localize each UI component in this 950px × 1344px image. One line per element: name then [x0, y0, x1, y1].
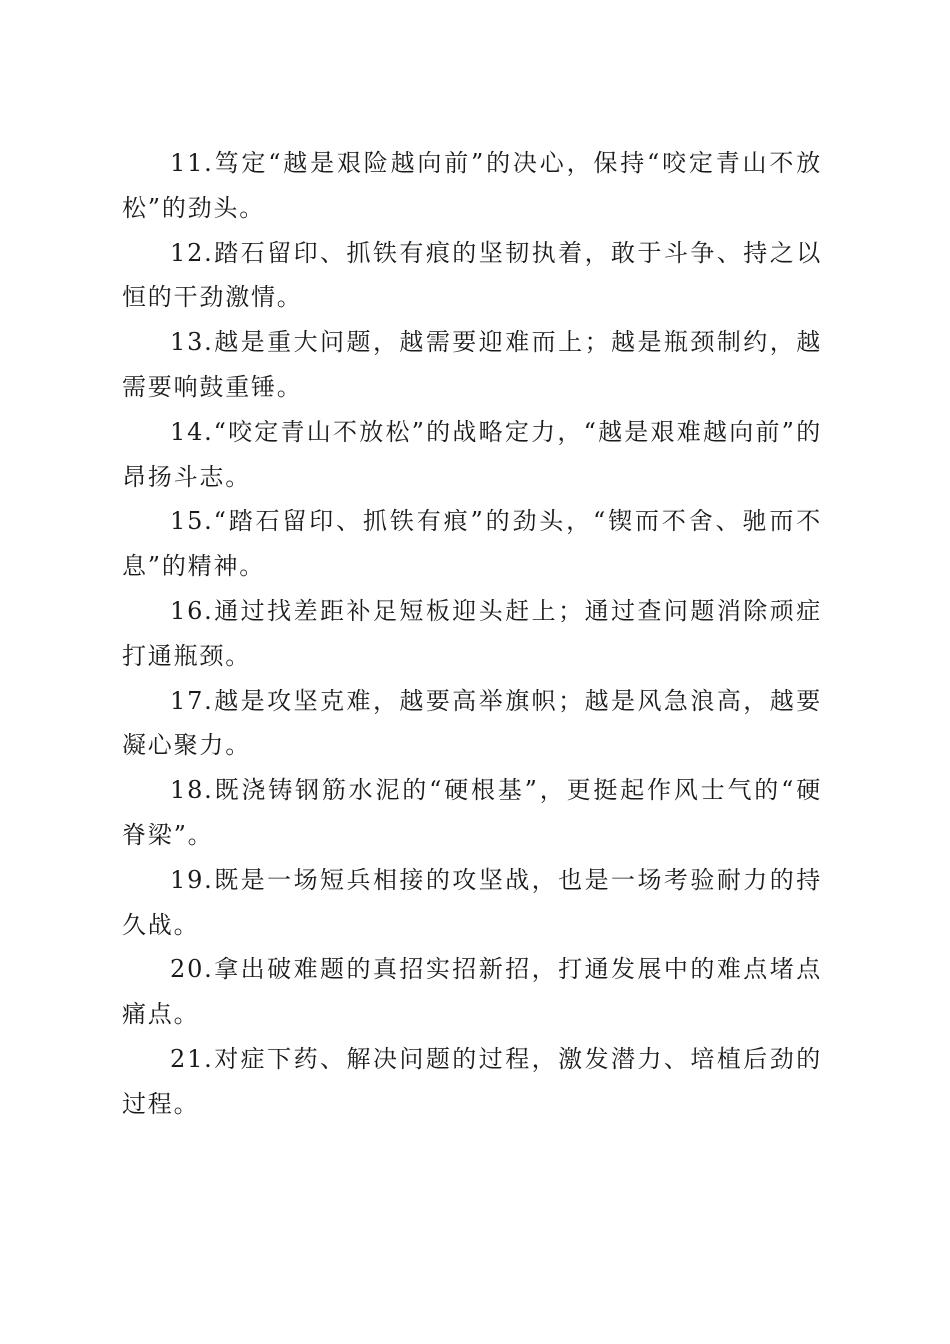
- paragraph-16: 16.通过找差距补足短板迎头赶上；通过查问题消除顽症打通瓶颈。: [122, 596, 822, 670]
- paragraph-20: 20.拿出破难题的真招实招新招，打通发展中的难点堵点痛点。: [122, 955, 822, 1029]
- paragraph-18: 18.既浇铸钢筋水泥的“硬根基”，更挺起作风士气的“硬脊梁”。: [122, 776, 822, 849]
- paragraph-17: 17.越是攻坚克难，越要高举旗帜；越是风急浪高，越要凝心聚力。: [122, 686, 822, 760]
- paragraph-11: 11.笃定“越是艰险越向前”的决心，保持“咬定青山不放松”的劲头。: [122, 149, 822, 222]
- paragraph-13: 13.越是重大问题，越需要迎难而上；越是瓶颈制约，越需要响鼓重锤。: [122, 328, 822, 401]
- paragraph-12: 12.踏石留印、抓铁有痕的坚韧执着，敢于斗争、持之以恒的干劲激情。: [122, 238, 822, 312]
- paragraph-15: 15.“踏石留印、抓铁有痕”的劲头，“锲而不舍、驰而不息”的精神。: [122, 507, 822, 581]
- paragraph-14: 14.“咬定青山不放松”的战略定力，“越是艰难越向前”的昂扬斗志。: [122, 417, 822, 491]
- paragraph-19: 19.既是一场短兵相接的攻坚战，也是一场考验耐力的持久战。: [122, 865, 822, 939]
- paragraph-21: 21.对症下药、解决问题的过程，激发潜力、培植后劲的过程。: [122, 1044, 822, 1118]
- document-body: [122, 141, 822, 1127]
